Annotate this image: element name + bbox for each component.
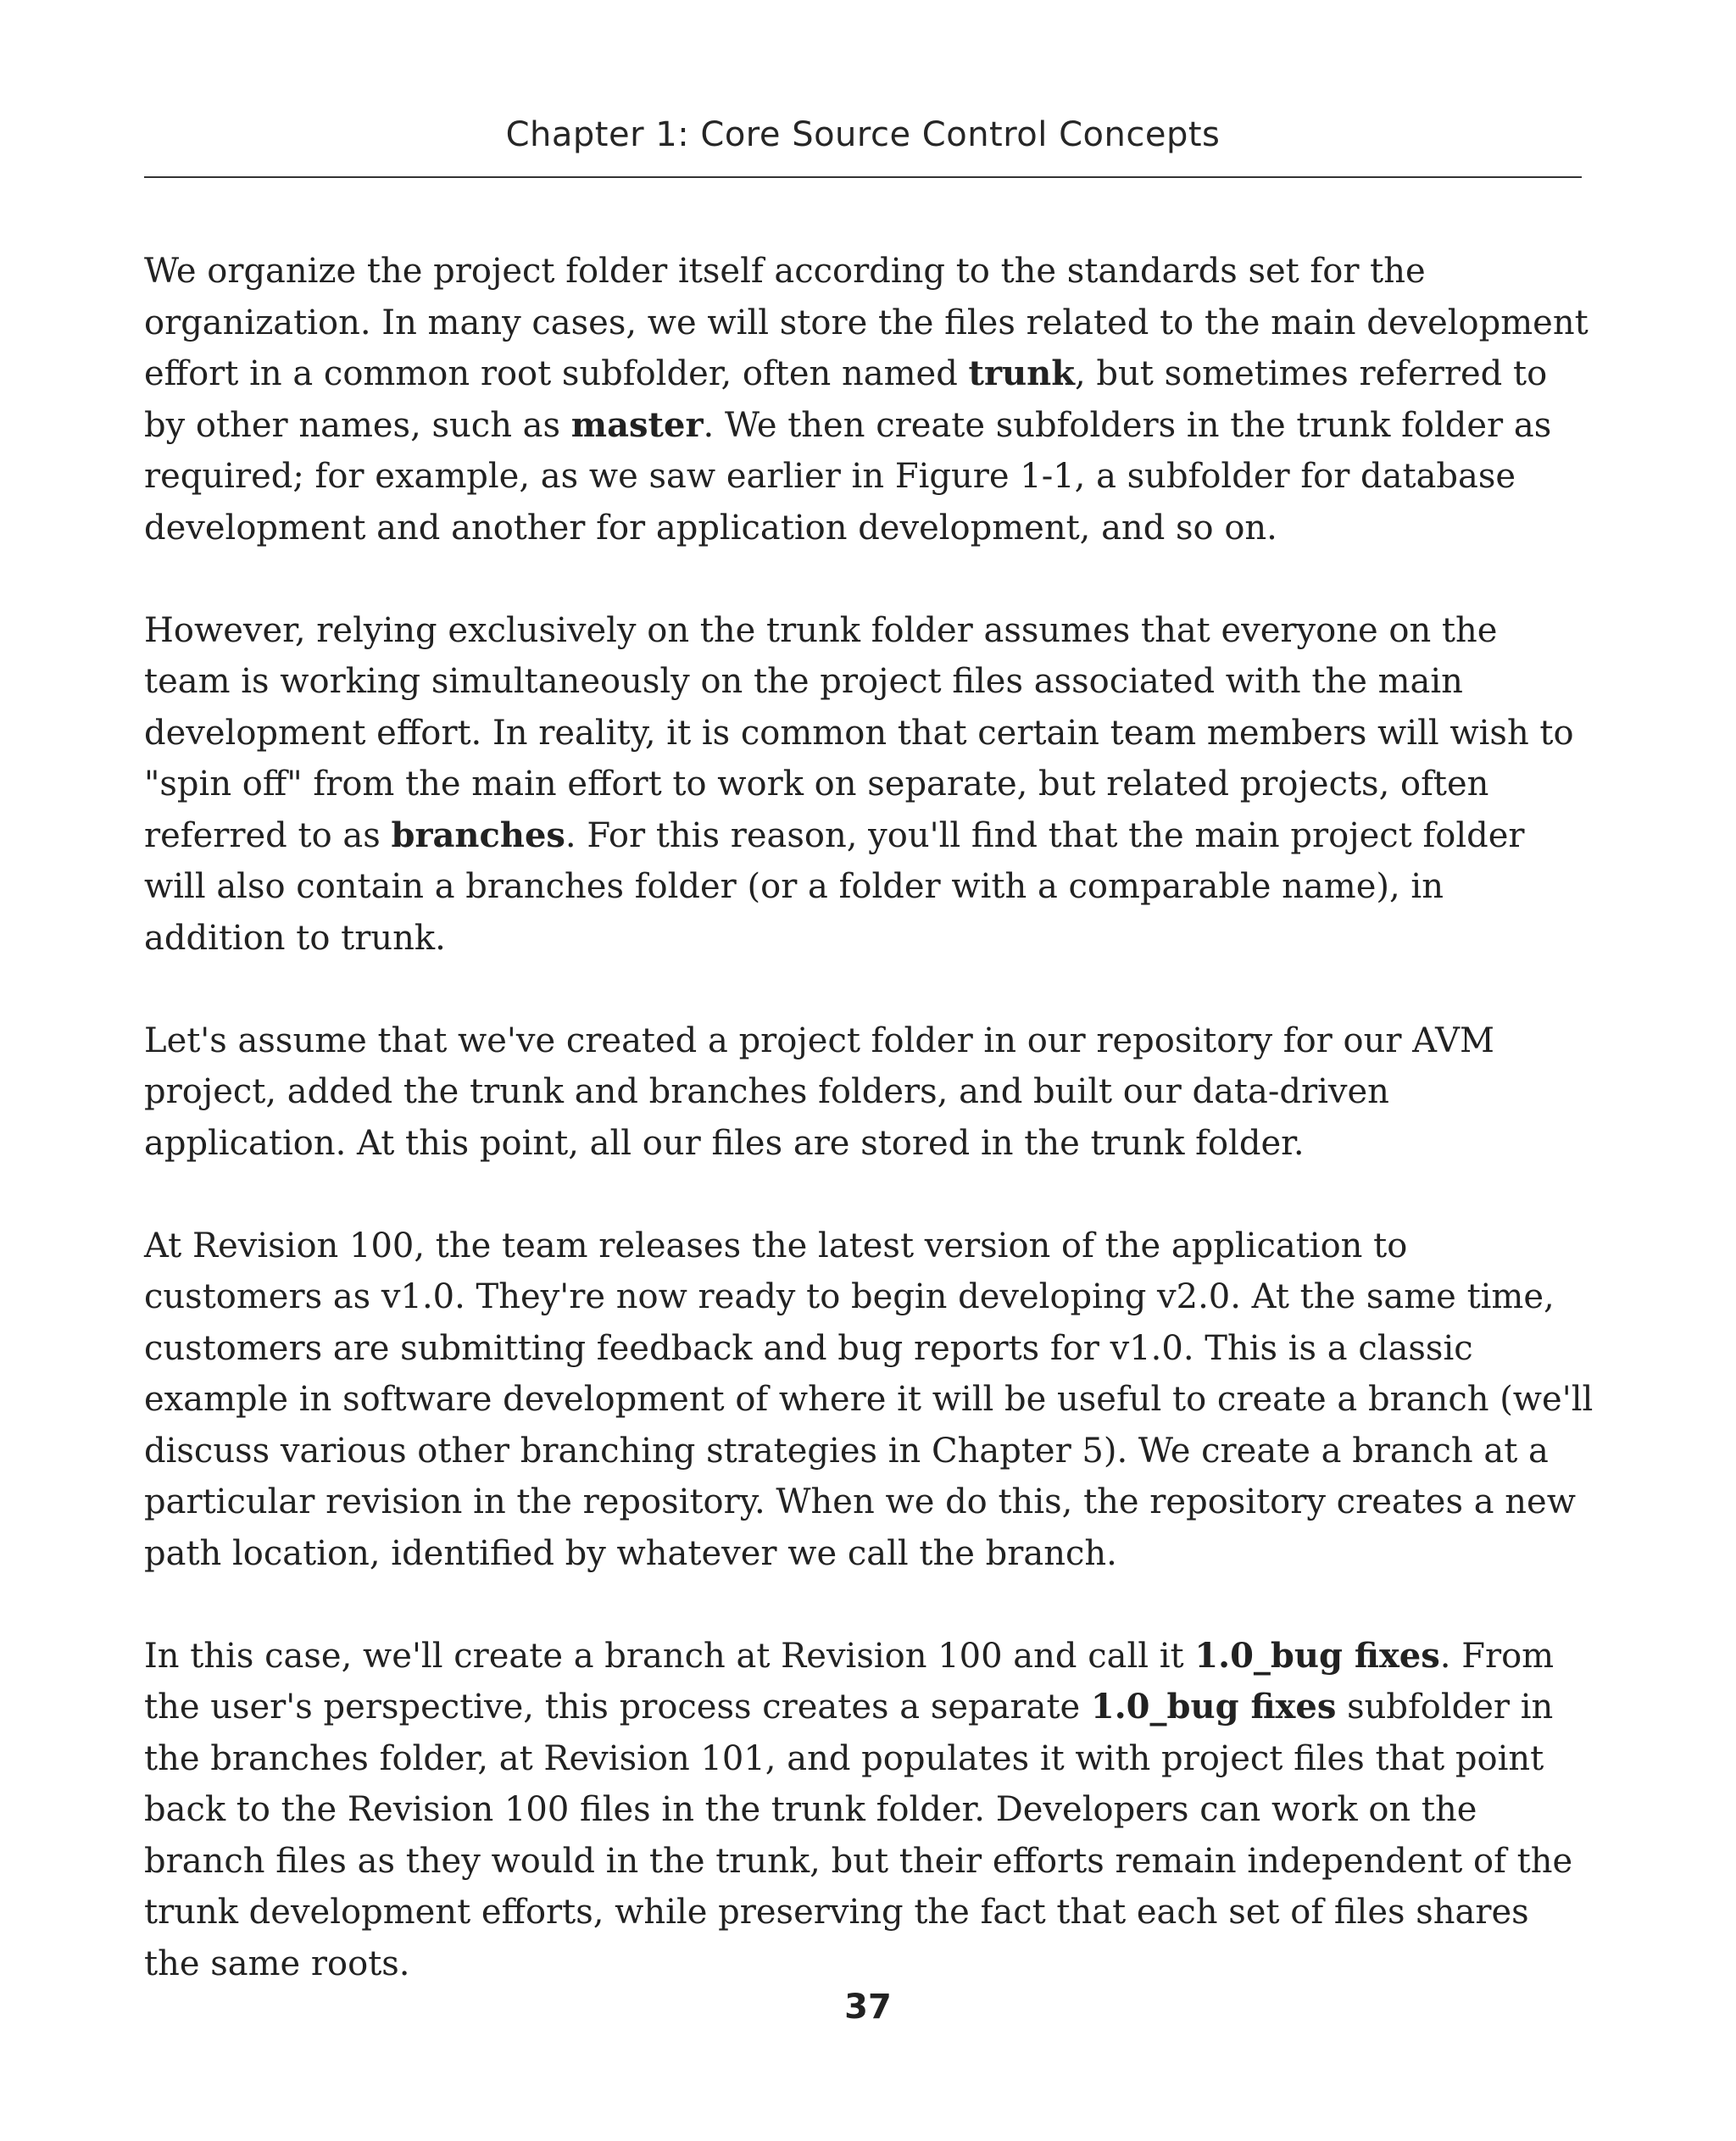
paragraph-5 (144, 1631, 1594, 1990)
running-head: Chapter 1: Core Source Control Concepts (505, 115, 1221, 154)
paragraph-text: We organize the project folder itself according to the standards set for the organization. In many cases, we will store the files related to the main development effort in a common root subfolder, often named (144, 252, 1589, 393)
body-text (144, 246, 1594, 2041)
paragraph-text: However, relying exclusively on the trunk folder assumes that everyone on the team is working simultaneously on the project files associated with the main development effort. In reality, it is common that certain team members will wish to "spin off" from the main effort to work on separate, but related projects, often referred to as (144, 610, 1574, 855)
paragraph-1 (144, 246, 1594, 553)
paragraph-3 (144, 1015, 1594, 1170)
paragraph-text: Let's assume that we've created a project folder in our repository for our AVM project, added the trunk and branches folders, and built our data-driven application. At this point, all our files are stored in the trunk folder. (144, 1020, 1494, 1163)
paragraph-text: At Revision 100, the team releases the latest version of the application to customers as v1.0. They're now ready to begin developing v2.0. At the same time, customers are submitting feedback and bug reports for v1.0. This is a classic example in software development of where it will be useful to create a branch (we'll discuss various other branching strategies in Chapter 5). We create a branch at a particular revision in the repository. When we do this, the repository creates a new path location, identified by whatever we call the branch. (144, 1226, 1594, 1573)
term-trunk: trunk (968, 353, 1075, 393)
paragraph-text: . We then create subfolders in the trunk folder as required; for example, as we saw earlier in Figure 1-1, a subfolder for database development and another for application development, and so on. (144, 405, 1552, 548)
paragraph-text: In this case, we'll create a branch at Revision 100 and call it (144, 1636, 1195, 1676)
paragraph-2 (144, 605, 1594, 965)
paragraph-4 (144, 1221, 1594, 1580)
term-branches: branches (391, 815, 565, 855)
paragraph-text: subfolder in the branches folder, at Revision 101, and populates it with project files that point back to the Revision 100 files in the trunk folder. Developers can work on the branch files as they would in the trunk, but their efforts remain independent of the trunk development efforts, while preserving the fact that each set of files shares the same roots. (144, 1688, 1573, 1983)
paragraph-text: . From the user's perspective, this process creates a separate (144, 1636, 1555, 1727)
term-master: master (570, 404, 704, 445)
term-bug-fixes-subfolder: 1.0_bug fixes (1090, 1687, 1337, 1727)
paragraph-text: . For this reason, you'll find that the main project folder will also contain a branches folder (or a folder with a comparable name), in addition to trunk. (144, 815, 1525, 958)
header-rule (144, 176, 1582, 178)
page-number: 37 (844, 1988, 892, 2027)
term-bug-fixes-branch: 1.0_bug fixes (1194, 1635, 1440, 1676)
paragraph-text: , but sometimes referred to by other names, such as (144, 354, 1548, 445)
